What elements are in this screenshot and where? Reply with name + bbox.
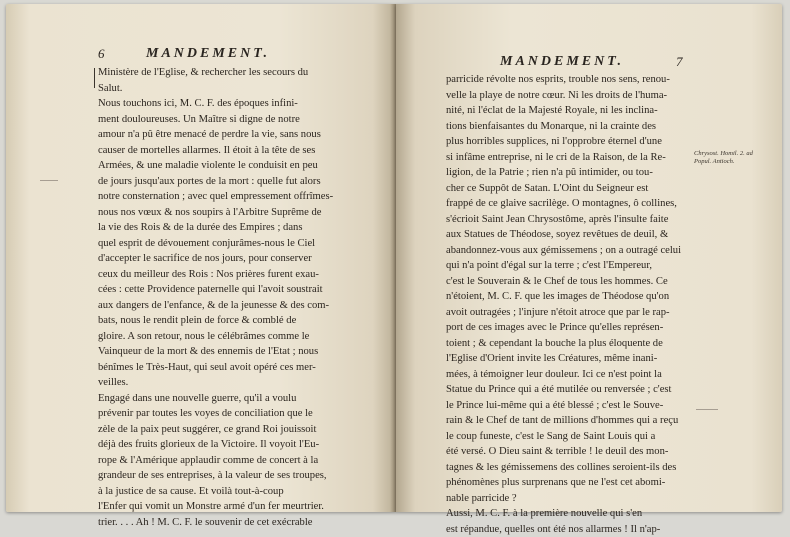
left-running-head: MANDEMENT.	[146, 46, 270, 62]
margin-note: Chrysost. Homil. 2. ad Popul. Antioch.	[694, 150, 756, 166]
text-line: ligion, de la Patrie ; rien n'a pû intimider, ou tou-	[446, 165, 714, 181]
text-line: trier. . . . Ah ! M. C. F. le souvenir de cet exécrable	[98, 515, 358, 531]
text-line: est répandue, quelles ont été nos allarmes ! Il n'ap-	[446, 522, 714, 537]
text-line: bats, nous le rendit plein de force & comblé de	[98, 313, 358, 329]
text-line: abandonnez-vous aux gémissemens ; on a outragé celui	[446, 243, 714, 259]
text-line: notre consternation ; avec quel empressement offrîmes-	[98, 189, 358, 205]
text-line: tagnes & les gémissemens des collines seroient-ils des	[446, 460, 714, 476]
left-page	[6, 4, 396, 512]
open-book	[6, 4, 782, 512]
text-line: port de ces images avec le Prince qu'elles représen-	[446, 320, 714, 336]
text-line: Nous touchons ici, M. C. F. des époques infini-	[98, 96, 358, 112]
text-line: la vie des Rois & de la durée des Empires ; dans	[98, 220, 358, 236]
pencil-mark	[40, 180, 58, 181]
text-line: aux dangers de l'enfance, & de la jeunesse & des com-	[98, 298, 358, 314]
text-line: d'accepter le sacrifice de nos jours, pour conserver	[98, 251, 358, 267]
text-line: zèle de la paix peut suggérer, ce grand Roi jouissoit	[98, 422, 358, 438]
text-line: l'Enfer qui vomit un Monstre armé d'un fer meurtrier.	[98, 499, 358, 515]
text-line: de jours jusqu'aux portes de la mort : quelle fut alors	[98, 174, 358, 190]
text-line: Armées, & une maladie violente le conduisit en peu	[98, 158, 358, 174]
text-line: si infâme entreprise, ni le cri de la Raison, de la Re-	[446, 150, 714, 166]
right-page-text	[446, 72, 714, 537]
text-line: bénîmes le Très-Haut, qui seul avoit opéré ces mer-	[98, 360, 358, 376]
text-line: Vainqueur de la mort & des ennemis de l'Etat ; nous	[98, 344, 358, 360]
text-line: mées, à témoigner leur douleur. Ici ce n'est point la	[446, 367, 714, 383]
text-line: veilles.	[98, 375, 358, 391]
text-line: parricide révolte nos esprits, trouble nos sens, renou-	[446, 72, 714, 88]
text-line: rain & le Chef de tant de millions d'hommes qui a reçu	[446, 413, 714, 429]
pencil-mark	[696, 409, 718, 410]
text-line: nité, ni l'éclat de la Majesté Royale, ni les inclina-	[446, 103, 714, 119]
text-line: cées : cette Providence paternelle qui l'avoit soustrait	[98, 282, 358, 298]
text-line: grandeur de ses entreprises, à la valeur de ses troupes,	[98, 468, 358, 484]
text-line: été versé. O Dieu saint & terrible ! le deuil des mon-	[446, 444, 714, 460]
text-line: Statue du Prince qui a été mutilée ou renversée ; c'est	[446, 382, 714, 398]
text-line: Aussi, M. C. F. à la première nouvelle qui s'en	[446, 506, 714, 522]
text-line: frappé de ce glaive sacrilège. O montagnes, ô collines,	[446, 196, 714, 212]
text-line: ment douloureuses. Un Maître si digne de notre	[98, 112, 358, 128]
text-line: amour n'a pû être menacé de perdre la vie, sans nous	[98, 127, 358, 143]
right-page-number: 7	[676, 54, 683, 70]
text-line: n'étoient, M. C. F. que les images de Théodose qu'on	[446, 289, 714, 305]
text-line: toient ; & cependant la bouche la plus éloquente de	[446, 336, 714, 352]
text-line: nous nos vœux & nos soupirs à l'Arbitre Suprême de	[98, 205, 358, 221]
text-line: Salut.	[98, 81, 358, 97]
text-line: Engagé dans une nouvelle guerre, qu'il a voulu	[98, 391, 358, 407]
text-line: qui n'a point d'égal sur la terre ; c'est l'Empereur,	[446, 258, 714, 274]
right-page	[396, 4, 782, 512]
text-line: à la justice de sa cause. Et voilà tout-à-coup	[98, 484, 358, 500]
text-line: déjà des fruits glorieux de la Victoire. Il voyoit l'Eu-	[98, 437, 358, 453]
text-line: s'écrioit Saint Jean Chrysostôme, après l'insulte faite	[446, 212, 714, 228]
text-line: le coup funeste, c'est le Sang de Saint Louis qui a	[446, 429, 714, 445]
text-line: le Prince lui-même qui a été blessé ; c'est le Souve-	[446, 398, 714, 414]
text-line: c'est le Souverain & le Chef de tous les hommes. Ce	[446, 274, 714, 290]
text-line: aux Statues de Théodose, soyez revêtues de deuil, &	[446, 227, 714, 243]
text-line: quel esprit de dévouement conjurâmes-nous le Ciel	[98, 236, 358, 252]
text-line: plus horribles supplices, ni l'opprobre éternel d'une	[446, 134, 714, 150]
text-line: l'Eglise d'Orient invite les Créatures, même inani-	[446, 351, 714, 367]
text-line: avoit outragées ; l'injure n'étoit atroce que par le rap-	[446, 305, 714, 321]
right-running-head: MANDEMENT.	[500, 54, 624, 70]
left-page-text	[98, 65, 358, 530]
text-line: phénomènes plus surprenans que ne l'est cet abomi-	[446, 475, 714, 491]
text-line: ceux du meilleur des Rois : Nos prières furent exau-	[98, 267, 358, 283]
left-page-number: 6	[98, 46, 105, 62]
text-line: causer de mortelles allarmes. Il étoit à la tête de ses	[98, 143, 358, 159]
text-line: tions bienfaisantes du Monarque, ni la crainte des	[446, 119, 714, 135]
text-line: Ministère de l'Eglise, & rechercher les secours du	[98, 65, 358, 81]
text-line: prévenir par toutes les voyes de conciliation que le	[98, 406, 358, 422]
text-line: rope & l'Amérique applaudir comme de concert à la	[98, 453, 358, 469]
text-line: cher ce Suppôt de Satan. L'Oint du Seigneur est	[446, 181, 714, 197]
text-line: nable parricide ?	[446, 491, 714, 507]
text-line: gloire. A son retour, nous le célébrâmes comme le	[98, 329, 358, 345]
text-line: velle la playe de notre cœur. Ni les droits de l'huma-	[446, 88, 714, 104]
